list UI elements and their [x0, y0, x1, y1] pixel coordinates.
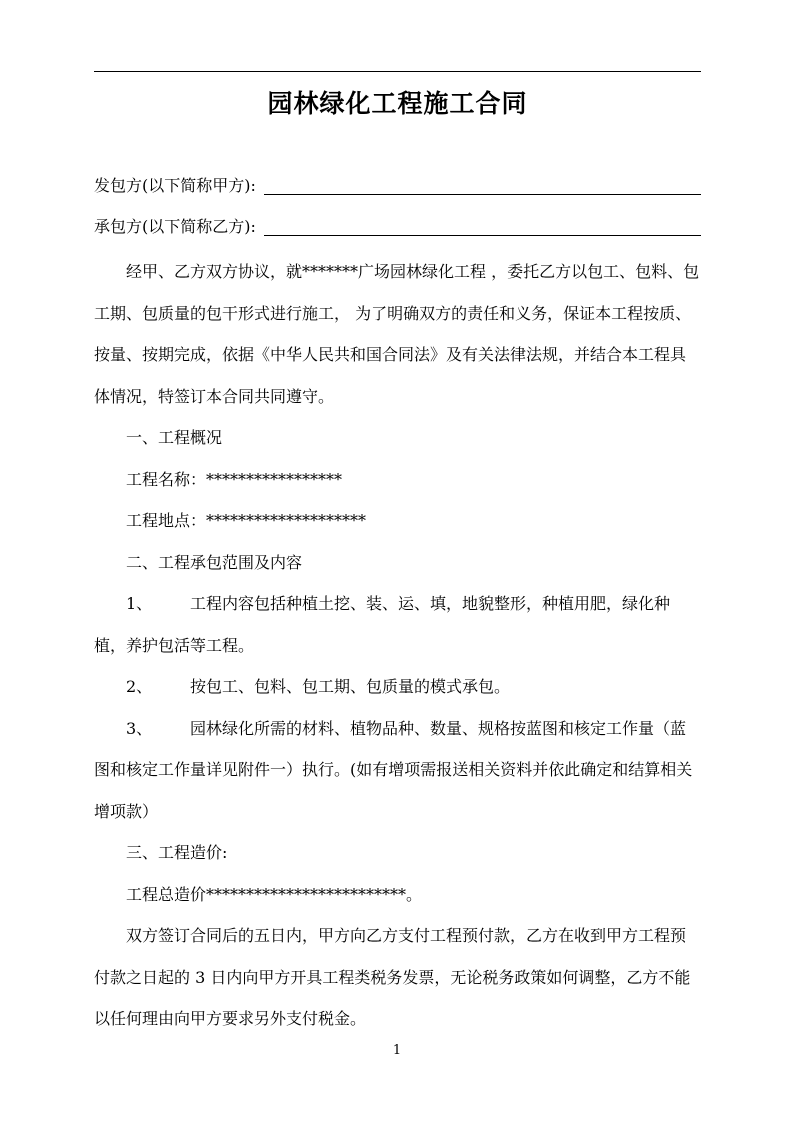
header-rule [94, 71, 701, 72]
contract-body [94, 251, 701, 1040]
party-b-blank-line [264, 219, 701, 236]
item-number: 2、 [126, 677, 153, 696]
list-item [94, 708, 701, 833]
party-a-label: 发包方(以下简称甲方): [94, 176, 256, 195]
section1-heading: 一、工程概况 [126, 428, 223, 447]
payment-paragraph: 双方签订合同后的五日内，甲方向乙方支付工程预付款，乙方在收到甲方工程预付款之日起的 3 日内向甲方开具工程类税务发票，无论税务政策如何调整，乙方不能以任何理由向甲方要求另外支付税金。 [94, 926, 691, 1028]
page-number: 1 [392, 1043, 402, 1058]
section3-heading: 三、工程造价: [126, 843, 228, 862]
party-b-row [94, 212, 701, 242]
party-b-label: 承包方(以下简称乙方): [94, 217, 256, 236]
list-item [94, 666, 701, 708]
item-text: 园林绿化所需的材料、植物品种、数量、规格按蓝图和核定工作量（蓝图和核定工作量详见附件一）执行。(如有增项需报送相关资料并依此确定和结算相关增项款） [94, 718, 693, 821]
document-title: 园林绿化工程施工合同 [267, 89, 528, 118]
project-name-line: 工程名称：***************** [126, 469, 343, 489]
party-a-blank-line [264, 178, 701, 195]
party-a-row [94, 171, 701, 201]
section2-heading: 二、工程承包范围及内容 [126, 552, 303, 572]
list-item [94, 583, 701, 666]
project-location-line: 工程地点：******************** [126, 511, 367, 530]
item-number: 3、 [126, 718, 153, 738]
total-price-line: 工程总造价*************************。 [126, 884, 423, 904]
item-number: 1、 [126, 594, 153, 613]
item-text: 按包工、包料、包工期、包质量的模式承包。 [190, 677, 511, 696]
item-text: 工程内容包括种植土挖、装、运、填，地貌整形，种植用肥，绿化种植，养护包活等工程。 [94, 594, 671, 655]
intro-paragraph: 经甲、乙方双方协议，就*******广场园林绿化工程 ，委托乙方以包工、包料、包工期、包质量的包干形式进行施工， 为了明确双方的责任和义务，保证本工程按质、按量、按期完成，依据《中华人民共和国合同法》及有关法律法规，并结合本工程具体情况，特签订本合同共同遵守。 [94, 262, 700, 406]
